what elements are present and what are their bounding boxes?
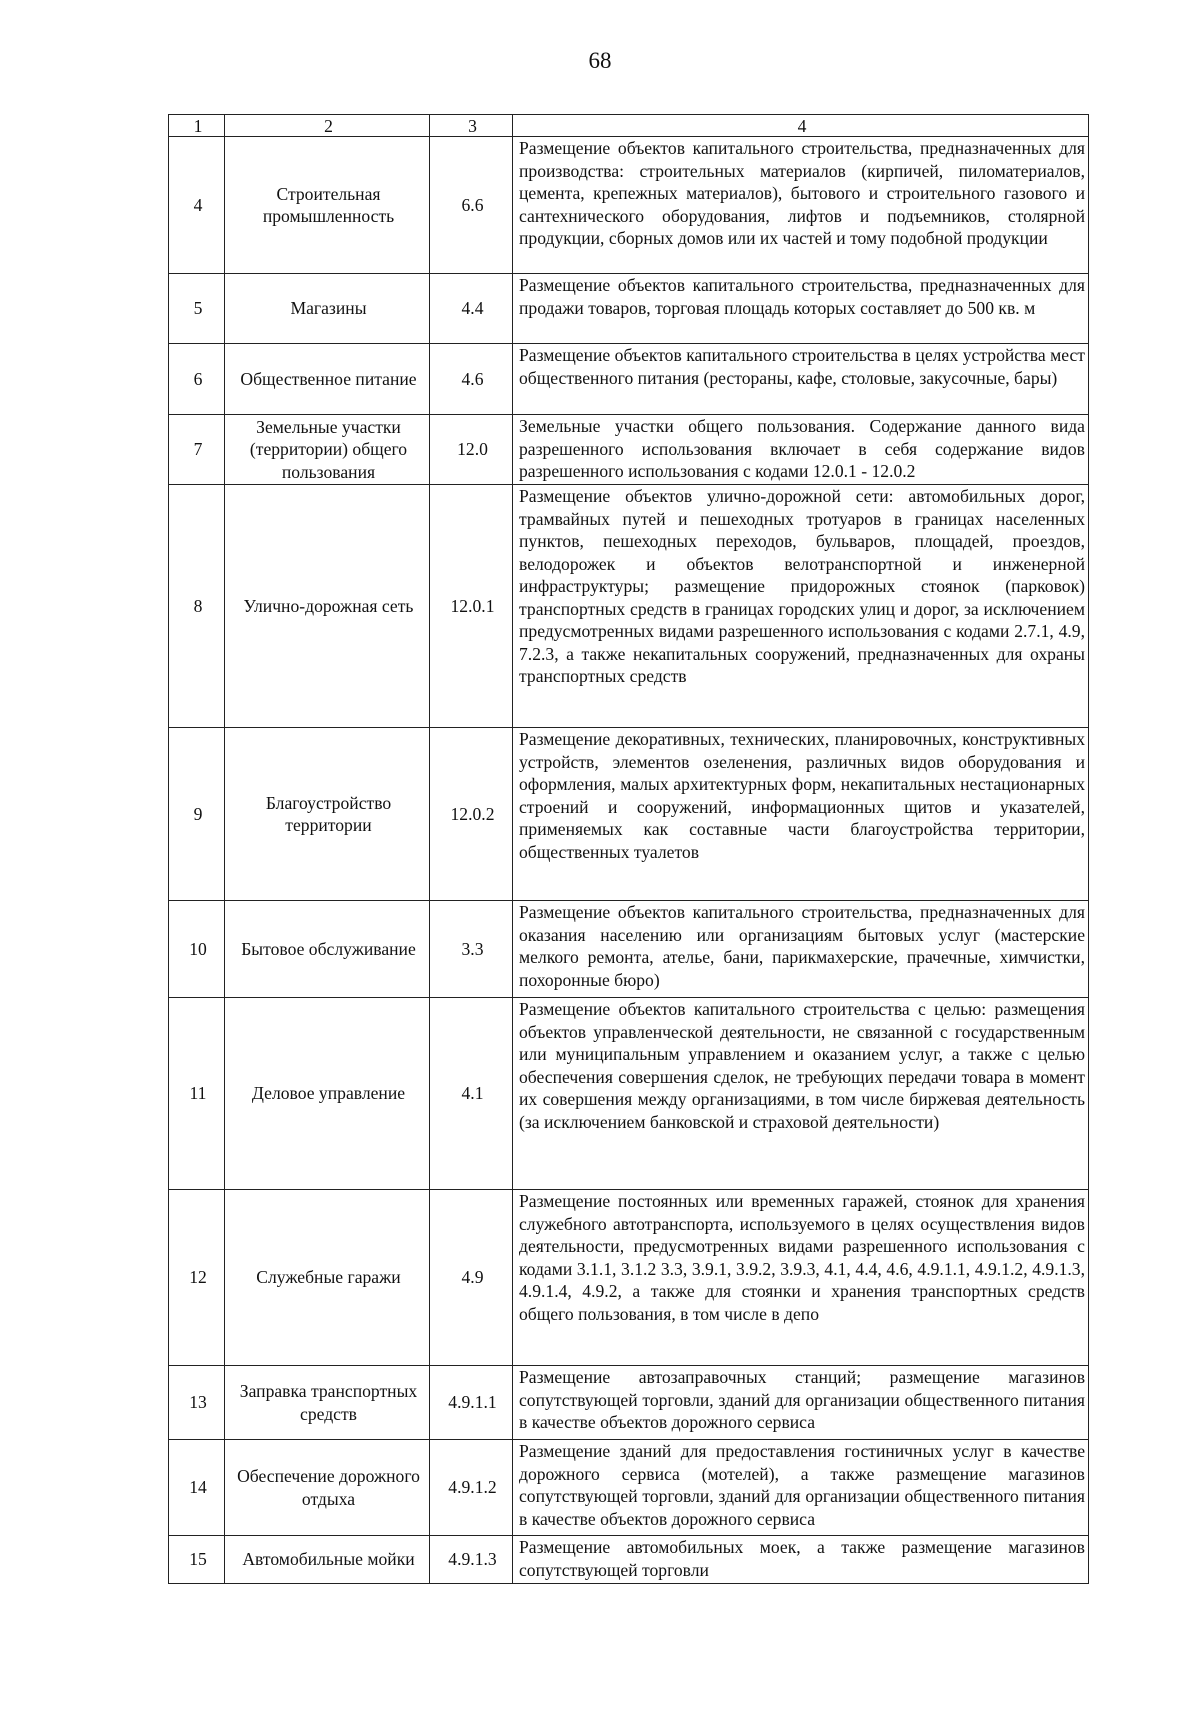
table-row [169,344,1089,415]
table-row [169,1536,1089,1584]
use-type-name: Магазины [225,274,430,344]
table-row [169,415,1089,485]
column-header-3: 3 [430,115,513,137]
row-number: 9 [169,728,225,901]
column-header-2: 2 [225,115,430,137]
use-type-description: Размещение декоративных, технических, планировочных, конструктивных устройств, элементов озеленения, различных видов оборудования и оформления, малых архитектурных форм, некапитальных нестационарных строений и сооружений, информационных щитов и указателей, применяемых как составные части благоустройства территории, общественных туалетов [513,728,1089,901]
table-row [169,137,1089,274]
row-number: 5 [169,274,225,344]
table-row [169,1366,1089,1440]
row-number: 7 [169,415,225,485]
use-type-name: Деловое управление [225,998,430,1190]
use-type-description: Размещение объектов капитального строительства, предназначенных для оказания населению или организациям бытовых услуг (мастерские мелкого ремонта, ателье, бани, парикмахерские, прачечные, химчистки, похоронные бюро) [513,901,1089,998]
row-number: 13 [169,1366,225,1440]
use-type-name: Общественное питание [225,344,430,415]
use-type-description: Размещение объектов капитального строительства, предназначенных для производства: строительных материалов (кирпичей, пиломатериалов, цемента, крепежных материалов), бытового и строительного газового и сантехнического оборудования, лифтов и подъемников, столярной продукции, сборных домов или их частей и тому подобной продукции [513,137,1089,274]
use-type-code: 4.9.1.1 [430,1366,513,1440]
table-row [169,1440,1089,1536]
use-type-description: Размещение объектов капитального строительства с целью: размещения объектов управленческой деятельности, не связанной с государственным или муниципальным управлением и оказанием услуг, а также с целью обеспечения совершения сделок, не требующих передачи товара в момент их совершения между организациями, в том числе биржевая деятельность (за исключением банковской и страховой деятельности) [513,998,1089,1190]
use-type-description: Земельные участки общего пользования. Содержание данного вида разрешенного использования включает в себя содержание видов разрешенного использования с кодами 12.0.1 - 12.0.2 [513,415,1089,485]
use-type-description: Размещение автомобильных моек, а также размещение магазинов сопутствующей торговли [513,1536,1089,1584]
use-type-code: 3.3 [430,901,513,998]
row-number: 10 [169,901,225,998]
use-type-description: Размещение автозаправочных станций; размещение магазинов сопутствующей торговли, зданий для организации общественного питания в качестве объектов дорожного сервиса [513,1366,1089,1440]
use-type-code: 12.0.1 [430,485,513,728]
use-type-name: Заправка транспортных средств [225,1366,430,1440]
table-row [169,998,1089,1190]
use-type-code: 4.1 [430,998,513,1190]
table-row [169,728,1089,901]
use-type-description: Размещение объектов капитального строительства, предназначенных для продажи товаров, торговая площадь которых составляет до 500 кв. м [513,274,1089,344]
use-type-code: 12.0 [430,415,513,485]
use-type-name: Обеспечение дорожного отдыха [225,1440,430,1536]
table-row [169,901,1089,998]
header-row [169,115,1089,137]
column-header-1: 1 [169,115,225,137]
use-type-name: Земельные участки (территории) общего пользования [225,415,430,485]
use-type-name: Служебные гаражи [225,1190,430,1366]
use-type-description: Размещение постоянных или временных гаражей, стоянок для хранения служебного автотранспорта, используемого в целях осуществления видов деятельности, предусмотренных видами разрешенного использования с кодами 3.1.1, 3.1.2 3.3, 3.9.1, 3.9.2, 3.9.3, 4.1, 4.4, 4.6, 4.9.1.1, 4.9.1.2, 4.9.1.3, 4.9.1.4, 4.9.2, а также для стоянки и хранения транспортных средств общего пользования, в том числе в депо [513,1190,1089,1366]
use-type-description: Размещение объектов улично-дорожной сети: автомобильных дорог, трамвайных путей и пешеходных тротуаров в границах населенных пунктов, пешеходных переходов, бульваров, площадей, проездов, велодорожек и объектов велотранспортной и инженерной инфраструктуры; размещение придорожных стоянок (парковок) транспортных средств в границах городских улиц и дорог, за исключением предусмотренных видами разрешенного использования с кодами 2.7.1, 4.9, 7.2.3, а также некапитальных сооружений, предназначенных для охраны транспортных средств [513,485,1089,728]
table-row [169,485,1089,728]
row-number: 11 [169,998,225,1190]
use-type-description: Размещение зданий для предоставления гостиничных услуг в качестве дорожного сервиса (мотелей), а также размещение магазинов сопутствующей торговли, зданий для организации общественного питания в качестве объектов дорожного сервиса [513,1440,1089,1536]
row-number: 6 [169,344,225,415]
use-type-code: 12.0.2 [430,728,513,901]
table-row [169,1190,1089,1366]
use-type-name: Бытовое обслуживание [225,901,430,998]
use-type-code: 6.6 [430,137,513,274]
page-number: 68 [588,48,612,73]
row-number: 15 [169,1536,225,1584]
use-type-code: 4.9.1.3 [430,1536,513,1584]
use-type-description: Размещение объектов капитального строительства в целях устройства мест общественного питания (рестораны, кафе, столовые, закусочные, бары) [513,344,1089,415]
use-type-code: 4.9 [430,1190,513,1366]
land-use-table [168,114,1089,1584]
column-header-4: 4 [513,115,1089,137]
use-type-name: Улично-дорожная сеть [225,485,430,728]
use-type-name: Автомобильные мойки [225,1536,430,1584]
row-number: 14 [169,1440,225,1536]
row-number: 12 [169,1190,225,1366]
table-row [169,274,1089,344]
use-type-name: Строительная промышленность [225,137,430,274]
use-type-code: 4.4 [430,274,513,344]
use-type-code: 4.6 [430,344,513,415]
use-type-code: 4.9.1.2 [430,1440,513,1536]
use-type-name: Благоустройство территории [225,728,430,901]
row-number: 8 [169,485,225,728]
row-number: 4 [169,137,225,274]
